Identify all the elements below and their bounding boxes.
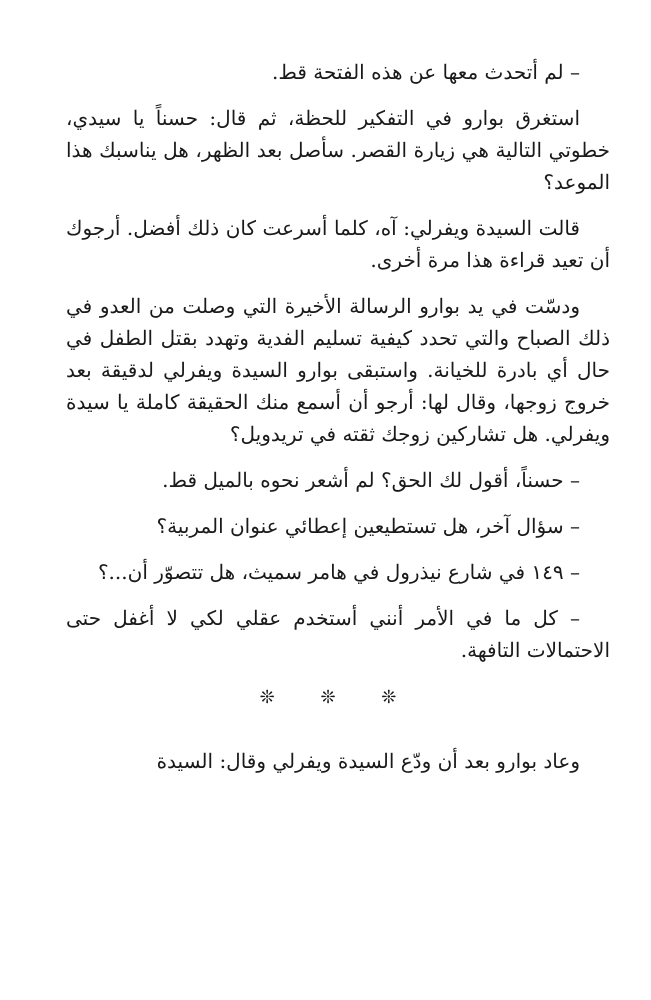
paragraph-7: – ١٤٩ في شارع نيذرول في هامر سميث، هل تتصوّر أن...؟ bbox=[97, 560, 580, 584]
paragraph-2: استغرق بوارو في التفكير للحظة، ثم قال: حسناً يا سيدي، خطوتي التالية هي زيارة القصر. سأصل بعد الظهر، هل يناسبك هذا الموعد؟ bbox=[66, 106, 610, 194]
paragraph-3: قالت السيدة ويفرلي: آه، كلما أسرعت كان ذلك أفضل. أرجوك أن تعيد قراءة هذا مرة أخرى. bbox=[66, 216, 610, 272]
paragraph-last: وعاد بوارو بعد أن ودّع السيدة ويفرلي وقال: السيدة bbox=[156, 748, 580, 773]
paragraph-5: – حسناً، أقول لك الحق؟ لم أشعر نحوه بالميل قط. bbox=[162, 468, 580, 492]
paragraph-1: – لم أتحدث معها عن هذه الفتحة قط. bbox=[272, 60, 580, 84]
book-page bbox=[66, 56, 610, 791]
paragraph-4: ودسّت في يد بوارو الرسالة الأخيرة التي وصلت من العدو في ذلك الصباح والتي تحدد كيفية تسليم الفدية وتهدد بقتل الطفل في حال أي بادرة للخيانة. واستبقى بوارو السيدة ويفرلي لدقيقة بعد خروج زوجها، وقال لها: أرجو أن أسمع منك الحقيقة كاملة يا سيدة ويفرلي. هل تشاركين زوجك ثقته في تريدويل؟ bbox=[66, 294, 610, 446]
paragraph-6: – سؤال آخر، هل تستطيعين إعطائي عنوان المربية؟ bbox=[156, 514, 580, 538]
section-separator: ❊ ❊ ❊ bbox=[259, 687, 417, 708]
paragraph-8: – كل ما في الأمر أنني أستخدم عقلي لكي لا أغفل حتى الاحتمالات التافهة. bbox=[66, 606, 610, 662]
